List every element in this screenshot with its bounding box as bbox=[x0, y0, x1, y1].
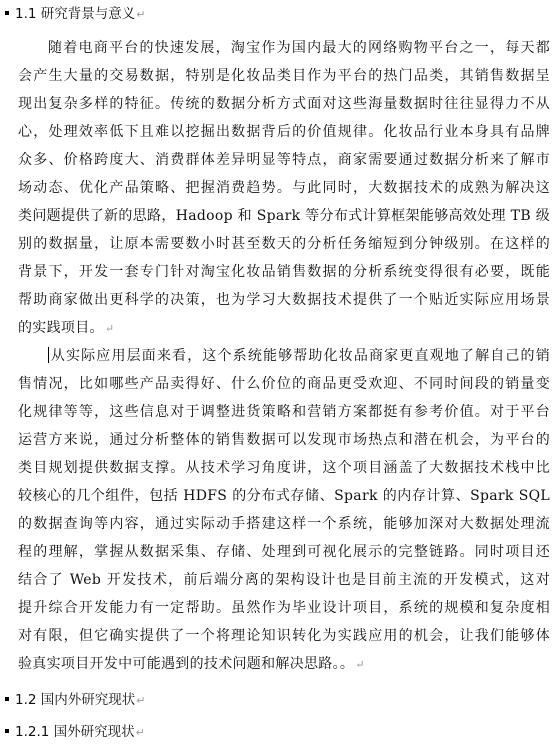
p1-line-10: 帮助商家做出更科学的决策，也为学习大数据技术提供了一个贴近实际应用场景 bbox=[18, 292, 550, 308]
paragraph-mark: ↵ bbox=[104, 322, 115, 335]
p2-line-12 bbox=[18, 654, 550, 675]
paragraph-mark: ↵ bbox=[136, 694, 146, 707]
p2-line-2: 售情况，比如哪些产品卖得好、什么价位的商品更受欢迎、不同时间段的销量变 bbox=[18, 376, 550, 392]
heading-1-2 bbox=[0, 690, 145, 711]
heading-1-1 bbox=[0, 4, 145, 25]
heading-1-2-1 bbox=[0, 722, 145, 743]
p2-line-11: 对有限，但它确实提供了一个将理论知识转化为实践应用的机会，让我们能够体 bbox=[18, 628, 550, 644]
text-cursor bbox=[48, 347, 49, 363]
p2-line-6: 较核心的几个组件，包括 HDFS 的分布式存储、Spark 的内存计算、Spark SQL bbox=[18, 488, 550, 504]
p2-line-12-text: 验真实项目开发中可能遇到的技术问题和解决思路。。 bbox=[18, 656, 355, 672]
heading-bullet bbox=[5, 697, 9, 701]
p2-line-8: 程的理解，掌握从数据采集、存储、处理到可视化展示的完整链路。同时项目还 bbox=[18, 544, 550, 560]
p1-line-6: 场动态、优化产品策略、把握消费趋势。与此同时，大数据技术的成熟为解决这 bbox=[18, 180, 550, 196]
p1-line-5: 众多、价格跨度大、消费群体差异明显等特点，商家需要通过数据分析来了解市 bbox=[18, 152, 550, 168]
p2-line-10: 提升综合开发能力有一定帮助。虽然作为毕业设计项目，系统的规模和复杂度相 bbox=[18, 600, 550, 616]
paragraph-mark: ↵ bbox=[135, 726, 145, 739]
p2-line-4: 运营方来说，通过分析整体的销售数据可以发现市场热点和潜在机会，为平台的 bbox=[18, 432, 550, 448]
p1-line-2: 会产生大量的交易数据，特别是化妆品类目作为平台的热门品类，其销售数据呈 bbox=[18, 68, 550, 84]
paragraph-mark: ↵ bbox=[355, 658, 365, 671]
p2-line-1-text: 从实际应用层面来看，这个系统能够帮助化妆品商家更直观地了解自己的销 bbox=[50, 348, 550, 364]
p2-line-3: 化规律等等，这些信息对于调整进货策略和营销方案都挺有参考价值。对于平台 bbox=[18, 404, 550, 420]
p1-line-4: 心，处理效率低下且难以挖掘出数据背后的价值规律。化妆品行业本身具有品牌 bbox=[18, 124, 550, 140]
p1-line-9: 背景下，开发一套专门针对淘宝化妆品销售数据的分析系统变得很有必要，既能 bbox=[18, 264, 550, 280]
p2-line-9: 结合了 Web 开发技术，前后端分离的架构设计也是目前主流的开发模式，这对 bbox=[18, 572, 550, 588]
heading-text: 1.2 国内外研究现状 bbox=[15, 692, 136, 708]
paragraph-mark: ↵ bbox=[136, 8, 146, 21]
p2-line-7: 的数据查询等内容，通过实际动手搭建这样一个系统，能够加深对大数据处理流 bbox=[18, 516, 550, 532]
p1-line-11-text: 的实践项目。 bbox=[18, 320, 104, 336]
heading-bullet bbox=[5, 11, 9, 15]
heading-text: 1.2.1 国外研究现状 bbox=[15, 724, 135, 740]
p2-line-5: 类目规划提供数据支撑。从技术学习角度讲，这个项目涵盖了大数据技术栈中比 bbox=[18, 460, 550, 476]
p1-line-1: 随着电商平台的快速发展，淘宝作为国内最大的网络购物平台之一，每天都 bbox=[48, 40, 550, 56]
p2-line-1[interactable] bbox=[48, 346, 550, 366]
heading-text: 1.1 研究背景与意义 bbox=[15, 6, 136, 22]
p1-line-8: 别的数据量，让原本需要数小时甚至数天的分析任务缩短到分钟级别。在这样的 bbox=[18, 236, 550, 252]
p1-line-7: 类问题提供了新的思路，Hadoop 和 Spark 等分布式计算框架能够高效处理 TB 级 bbox=[18, 208, 550, 224]
heading-bullet bbox=[5, 729, 9, 733]
p1-line-3: 现出复杂多样的特征。传统的数据分析方式面对这些海量数据时往往显得力不从 bbox=[18, 96, 550, 112]
p1-line-11 bbox=[18, 318, 550, 339]
